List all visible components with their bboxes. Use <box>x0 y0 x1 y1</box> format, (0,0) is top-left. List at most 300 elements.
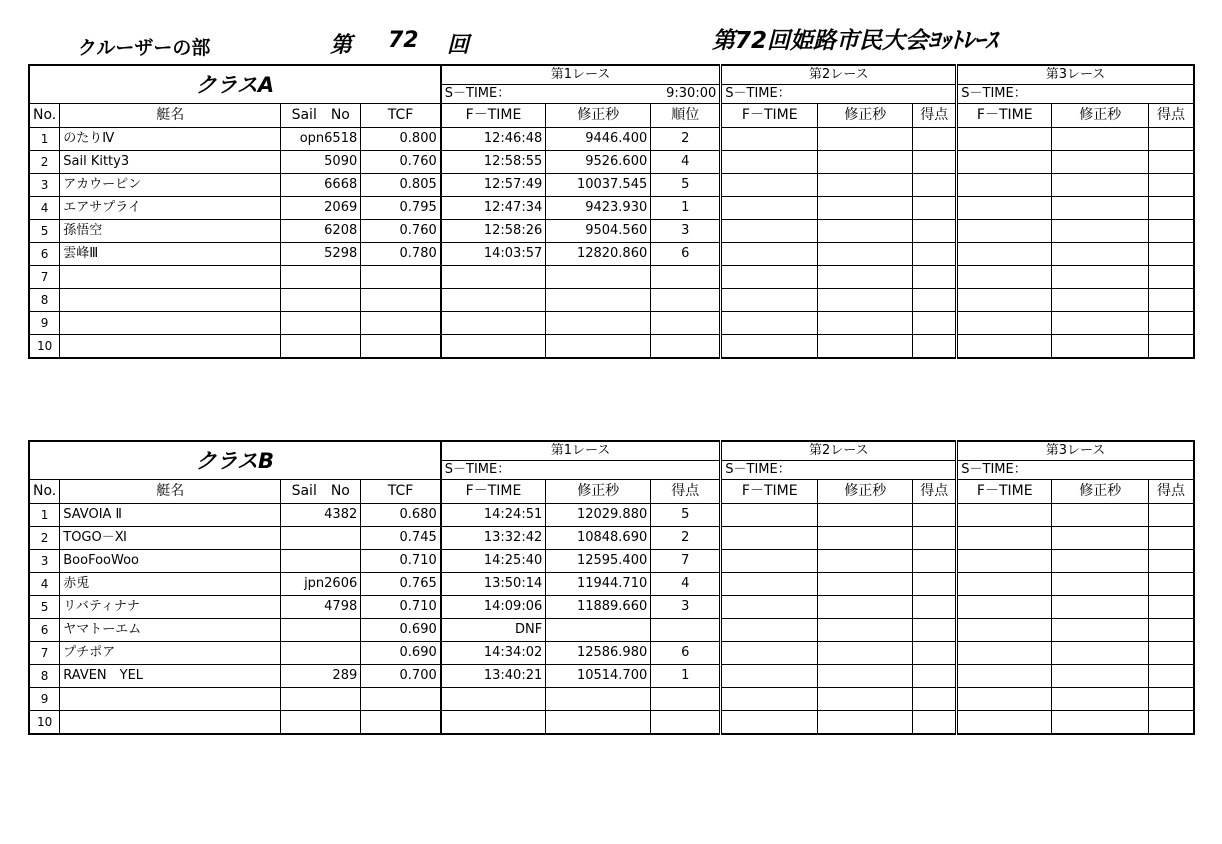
points-value <box>913 197 957 220</box>
corrected-seconds <box>818 243 913 266</box>
col-points: 得点 <box>913 104 957 128</box>
corrected-seconds <box>818 619 913 642</box>
finish-time: 12:57:49 <box>441 174 546 197</box>
points-value: 3 <box>651 596 721 619</box>
finish-time <box>957 619 1052 642</box>
points-value <box>1149 289 1194 312</box>
s-time-value <box>913 461 957 480</box>
boat-name <box>60 688 281 711</box>
corrected-seconds <box>1052 573 1149 596</box>
finish-time <box>957 711 1052 735</box>
points-value <box>913 128 957 151</box>
finish-time <box>721 289 818 312</box>
col-f-time: F－TIME <box>957 480 1052 504</box>
col-rank: 順位 <box>651 104 721 128</box>
row-no: 10 <box>29 711 60 735</box>
sail-no <box>281 711 361 735</box>
race-header-row <box>29 441 1194 461</box>
points-value <box>913 151 957 174</box>
rank-value: 5 <box>651 174 721 197</box>
event-title: 第72回姫路市民大会ﾖｯﾄﾚｰｽ <box>712 28 998 54</box>
finish-time <box>721 220 818 243</box>
points-value <box>913 335 957 359</box>
finish-time <box>957 151 1052 174</box>
finish-time <box>721 504 818 527</box>
boat-name: TOGO－Ⅺ <box>60 527 281 550</box>
finish-time: 12:58:55 <box>441 151 546 174</box>
rank-value: 4 <box>651 151 721 174</box>
points-value <box>913 711 957 735</box>
points-value <box>913 220 957 243</box>
row-no: 6 <box>29 619 60 642</box>
corrected-seconds <box>1052 266 1149 289</box>
corrected-seconds <box>1052 128 1149 151</box>
tcf-value: 0.710 <box>361 596 441 619</box>
col-corrected: 修正秒 <box>1052 104 1149 128</box>
boat-name: RAVEN YEL <box>60 665 281 688</box>
corrected-seconds <box>1052 289 1149 312</box>
boat-name: BooFooWoo <box>60 550 281 573</box>
points-value <box>1149 243 1194 266</box>
tcf-value <box>361 266 441 289</box>
corrected-seconds <box>818 504 913 527</box>
points-value: 7 <box>651 550 721 573</box>
boat-name: のたりⅣ <box>60 128 281 151</box>
row-no: 1 <box>29 128 60 151</box>
sail-no <box>281 527 361 550</box>
table-row <box>29 688 1194 711</box>
finish-time <box>721 197 818 220</box>
finish-time: 12:47:34 <box>441 197 546 220</box>
col-f-time: F－TIME <box>441 480 546 504</box>
finish-time <box>721 573 818 596</box>
corrected-seconds <box>818 174 913 197</box>
race-2-label: 第2レース <box>721 441 957 461</box>
points-value <box>1149 266 1194 289</box>
table-row <box>29 504 1194 527</box>
class-title: クラスA <box>29 65 441 104</box>
finish-time <box>441 289 546 312</box>
tcf-value: 0.780 <box>361 243 441 266</box>
points-value <box>1149 151 1194 174</box>
points-value <box>913 312 957 335</box>
corrected-seconds <box>1052 174 1149 197</box>
points-value: 5 <box>651 504 721 527</box>
table-row <box>29 550 1194 573</box>
row-no: 9 <box>29 312 60 335</box>
boat-name <box>60 266 281 289</box>
corrected-seconds <box>1052 335 1149 359</box>
tcf-value <box>361 688 441 711</box>
finish-time <box>721 128 818 151</box>
sail-no: 5090 <box>281 151 361 174</box>
corrected-seconds <box>818 711 913 735</box>
finish-time <box>957 312 1052 335</box>
sail-no: opn6518 <box>281 128 361 151</box>
tcf-value: 0.760 <box>361 151 441 174</box>
corrected-seconds <box>546 335 651 359</box>
table-row <box>29 151 1194 174</box>
corrected-seconds: 12595.400 <box>546 550 651 573</box>
race-1-label: 第1レース <box>441 441 721 461</box>
finish-time <box>721 642 818 665</box>
boat-name: Sail Kitty3 <box>60 151 281 174</box>
finish-time <box>721 527 818 550</box>
col-sail-no: Sail No <box>281 480 361 504</box>
corrected-seconds <box>546 619 651 642</box>
tcf-value: 0.800 <box>361 128 441 151</box>
column-header-row <box>29 104 1194 128</box>
col-boat-name: 艇名 <box>60 480 281 504</box>
sail-no: jpn2606 <box>281 573 361 596</box>
corrected-seconds <box>1052 243 1149 266</box>
points-value <box>651 619 721 642</box>
s-time-value <box>651 461 721 480</box>
finish-time <box>441 266 546 289</box>
points-value <box>1149 335 1194 359</box>
row-no: 6 <box>29 243 60 266</box>
finish-time <box>957 289 1052 312</box>
tcf-value: 0.690 <box>361 619 441 642</box>
sail-no <box>281 688 361 711</box>
class-b-results-table <box>28 440 1195 735</box>
finish-time <box>957 504 1052 527</box>
row-no: 1 <box>29 504 60 527</box>
table-row <box>29 128 1194 151</box>
points-value <box>913 527 957 550</box>
corrected-seconds <box>818 312 913 335</box>
col-f-time: F－TIME <box>721 480 818 504</box>
corrected-seconds: 9526.600 <box>546 151 651 174</box>
finish-time <box>957 550 1052 573</box>
points-value <box>1149 128 1194 151</box>
finish-time <box>957 174 1052 197</box>
boat-name <box>60 312 281 335</box>
finish-time <box>721 174 818 197</box>
corrected-seconds <box>546 711 651 735</box>
corrected-seconds <box>1052 711 1149 735</box>
row-no: 5 <box>29 220 60 243</box>
sail-no <box>281 642 361 665</box>
table-row <box>29 266 1194 289</box>
s-time-label: S－TIME： <box>441 85 651 104</box>
points-value <box>651 711 721 735</box>
boat-name: 雲峰Ⅲ <box>60 243 281 266</box>
finish-time: 13:32:42 <box>441 527 546 550</box>
rank-value: 1 <box>651 197 721 220</box>
rank-value: 2 <box>651 128 721 151</box>
sail-no <box>281 550 361 573</box>
points-value <box>1149 220 1194 243</box>
points-value: 6 <box>651 642 721 665</box>
boat-name: プチポア <box>60 642 281 665</box>
row-no: 4 <box>29 197 60 220</box>
points-value <box>1149 527 1194 550</box>
boat-name: ヤマトーエム <box>60 619 281 642</box>
sail-no: 4798 <box>281 596 361 619</box>
boat-name: 孫悟空 <box>60 220 281 243</box>
finish-time: 12:46:48 <box>441 128 546 151</box>
corrected-seconds <box>818 220 913 243</box>
tcf-value <box>361 289 441 312</box>
col-points: 得点 <box>913 480 957 504</box>
race-3-label: 第3レース <box>957 65 1194 85</box>
corrected-seconds <box>818 197 913 220</box>
col-tcf: TCF <box>361 480 441 504</box>
finish-time: 14:24:51 <box>441 504 546 527</box>
tcf-value: 0.700 <box>361 665 441 688</box>
points-value <box>913 619 957 642</box>
col-boat-name: 艇名 <box>60 104 281 128</box>
finish-time <box>957 642 1052 665</box>
sail-no <box>281 312 361 335</box>
tcf-value: 0.710 <box>361 550 441 573</box>
rank-value: 6 <box>651 243 721 266</box>
edition-number: 72 <box>388 28 419 53</box>
row-no: 2 <box>29 527 60 550</box>
s-time-value <box>1149 85 1194 104</box>
table-row <box>29 197 1194 220</box>
points-value <box>913 243 957 266</box>
corrected-seconds <box>1052 665 1149 688</box>
tcf-value <box>361 312 441 335</box>
race-3-label: 第3レース <box>957 441 1194 461</box>
boat-name <box>60 711 281 735</box>
points-value <box>1149 550 1194 573</box>
corrected-seconds: 12820.860 <box>546 243 651 266</box>
points-value <box>913 289 957 312</box>
col-f-time: F－TIME <box>441 104 546 128</box>
finish-time: DNF <box>441 619 546 642</box>
table-row <box>29 573 1194 596</box>
edition-prefix: 第 <box>330 33 353 58</box>
tcf-value: 0.765 <box>361 573 441 596</box>
boat-name: SAVOIA Ⅱ <box>60 504 281 527</box>
corrected-seconds <box>1052 688 1149 711</box>
sail-no: 5298 <box>281 243 361 266</box>
corrected-seconds: 10514.700 <box>546 665 651 688</box>
corrected-seconds <box>1052 527 1149 550</box>
race-header-row <box>29 65 1194 85</box>
s-time-value <box>913 85 957 104</box>
finish-time <box>441 335 546 359</box>
points-value <box>913 174 957 197</box>
corrected-seconds <box>818 527 913 550</box>
finish-time <box>957 128 1052 151</box>
corrected-seconds <box>1052 151 1149 174</box>
class-title: クラスB <box>29 441 441 480</box>
corrected-seconds <box>1052 312 1149 335</box>
col-corrected: 修正秒 <box>546 480 651 504</box>
row-no: 4 <box>29 573 60 596</box>
corrected-seconds: 11944.710 <box>546 573 651 596</box>
finish-time <box>721 243 818 266</box>
corrected-seconds: 9423.930 <box>546 197 651 220</box>
points-value <box>913 688 957 711</box>
corrected-seconds <box>1052 642 1149 665</box>
col-corrected: 修正秒 <box>1052 480 1149 504</box>
finish-time <box>721 619 818 642</box>
sail-no <box>281 289 361 312</box>
table-row <box>29 711 1194 735</box>
points-value <box>1149 504 1194 527</box>
corrected-seconds: 10037.545 <box>546 174 651 197</box>
corrected-seconds: 9504.560 <box>546 220 651 243</box>
finish-time <box>721 550 818 573</box>
col-points: 得点 <box>1149 480 1194 504</box>
edition-suffix: 回 <box>447 33 470 58</box>
points-value <box>651 688 721 711</box>
col-no: No. <box>29 104 60 128</box>
boat-name <box>60 289 281 312</box>
boat-name: エアサプライ <box>60 197 281 220</box>
race-1-label: 第1レース <box>441 65 721 85</box>
s-time-label: S－TIME： <box>957 85 1149 104</box>
col-f-time: F－TIME <box>957 104 1052 128</box>
boat-name: リバティナナ <box>60 596 281 619</box>
col-corrected: 修正秒 <box>818 104 913 128</box>
finish-time <box>957 335 1052 359</box>
finish-time <box>957 266 1052 289</box>
sail-no: 6208 <box>281 220 361 243</box>
corrected-seconds <box>818 688 913 711</box>
s-time-label: S－TIME： <box>721 85 913 104</box>
points-value <box>1149 197 1194 220</box>
row-no: 3 <box>29 174 60 197</box>
points-value <box>1149 642 1194 665</box>
finish-time <box>441 312 546 335</box>
row-no: 8 <box>29 665 60 688</box>
table-row <box>29 243 1194 266</box>
s-time-label: S－TIME： <box>441 461 651 480</box>
row-no: 7 <box>29 266 60 289</box>
table-row <box>29 619 1194 642</box>
rank-value <box>651 335 721 359</box>
row-no: 2 <box>29 151 60 174</box>
corrected-seconds: 11889.660 <box>546 596 651 619</box>
corrected-seconds: 12586.980 <box>546 642 651 665</box>
tcf-value: 0.690 <box>361 642 441 665</box>
corrected-seconds <box>1052 504 1149 527</box>
table-row <box>29 220 1194 243</box>
corrected-seconds <box>1052 197 1149 220</box>
col-corrected: 修正秒 <box>546 104 651 128</box>
row-no: 7 <box>29 642 60 665</box>
class-a-results-table <box>28 64 1195 359</box>
finish-time <box>721 335 818 359</box>
points-value <box>913 573 957 596</box>
tcf-value <box>361 711 441 735</box>
tcf-value: 0.745 <box>361 527 441 550</box>
corrected-seconds <box>818 335 913 359</box>
corrected-seconds <box>818 550 913 573</box>
points-value <box>1149 596 1194 619</box>
corrected-seconds <box>818 596 913 619</box>
finish-time: 14:03:57 <box>441 243 546 266</box>
row-no: 10 <box>29 335 60 359</box>
row-no: 5 <box>29 596 60 619</box>
finish-time <box>957 527 1052 550</box>
corrected-seconds <box>1052 550 1149 573</box>
col-tcf: TCF <box>361 104 441 128</box>
table-row <box>29 289 1194 312</box>
tcf-value: 0.760 <box>361 220 441 243</box>
tcf-value: 0.795 <box>361 197 441 220</box>
boat-name: 赤兎 <box>60 573 281 596</box>
corrected-seconds: 9446.400 <box>546 128 651 151</box>
col-points: 得点 <box>1149 104 1194 128</box>
division-title: クルーザーの部 <box>78 37 211 59</box>
points-value <box>1149 573 1194 596</box>
rank-value: 3 <box>651 220 721 243</box>
tcf-value: 0.680 <box>361 504 441 527</box>
finish-time <box>957 665 1052 688</box>
points-value <box>1149 312 1194 335</box>
row-no: 9 <box>29 688 60 711</box>
corrected-seconds <box>1052 619 1149 642</box>
finish-time <box>957 243 1052 266</box>
finish-time: 12:58:26 <box>441 220 546 243</box>
finish-time <box>957 596 1052 619</box>
table-row <box>29 335 1194 359</box>
finish-time: 14:25:40 <box>441 550 546 573</box>
row-no: 3 <box>29 550 60 573</box>
corrected-seconds <box>546 688 651 711</box>
points-value <box>913 665 957 688</box>
sail-no: 4382 <box>281 504 361 527</box>
s-time-label: S－TIME： <box>721 461 913 480</box>
points-value <box>913 266 957 289</box>
corrected-seconds <box>818 151 913 174</box>
points-value <box>913 596 957 619</box>
corrected-seconds <box>818 266 913 289</box>
corrected-seconds <box>546 289 651 312</box>
column-header-row <box>29 480 1194 504</box>
finish-time <box>721 596 818 619</box>
tcf-value <box>361 335 441 359</box>
table-row <box>29 642 1194 665</box>
corrected-seconds: 12029.880 <box>546 504 651 527</box>
finish-time <box>721 688 818 711</box>
finish-time <box>721 151 818 174</box>
finish-time <box>957 688 1052 711</box>
table-row <box>29 174 1194 197</box>
col-corrected: 修正秒 <box>818 480 913 504</box>
points-value <box>913 642 957 665</box>
sail-no <box>281 619 361 642</box>
finish-time <box>721 266 818 289</box>
finish-time <box>957 220 1052 243</box>
col-f-time: F－TIME <box>721 104 818 128</box>
col-points: 得点 <box>651 480 721 504</box>
corrected-seconds <box>818 289 913 312</box>
finish-time: 14:34:02 <box>441 642 546 665</box>
s-time-value <box>1149 461 1194 480</box>
sail-no: 289 <box>281 665 361 688</box>
tcf-value: 0.805 <box>361 174 441 197</box>
corrected-seconds: 10848.690 <box>546 527 651 550</box>
corrected-seconds <box>818 128 913 151</box>
corrected-seconds <box>1052 596 1149 619</box>
boat-name: アカウーピン <box>60 174 281 197</box>
table-row <box>29 312 1194 335</box>
race-2-label: 第2レース <box>721 65 957 85</box>
finish-time <box>441 711 546 735</box>
rank-value <box>651 289 721 312</box>
points-value <box>913 504 957 527</box>
corrected-seconds <box>818 665 913 688</box>
corrected-seconds <box>546 312 651 335</box>
